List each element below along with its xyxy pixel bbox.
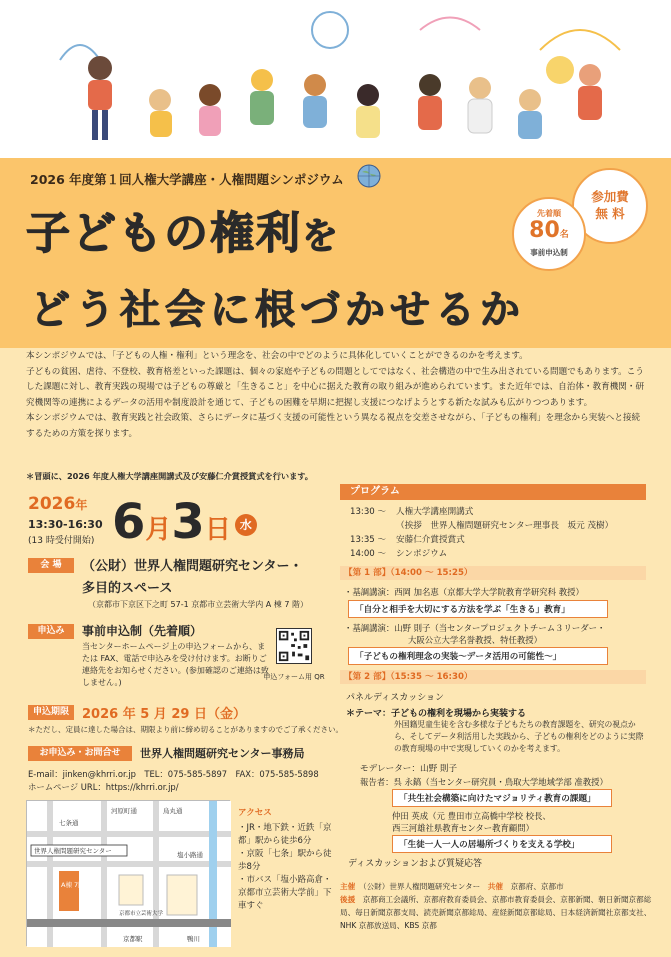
- apply-title: 事前申込制（先着順）: [82, 624, 203, 638]
- deadline-note: ＊ただし、定員に達した場合は、期限より前に締め切ることがありますのでご了承ください。: [28, 725, 343, 734]
- deadline-label: 申込期限: [28, 705, 74, 720]
- program-item: 安藤仁介賞授賞式: [396, 535, 465, 545]
- map-street-label: 七条通: [59, 819, 79, 827]
- host-label: 主催: [340, 882, 356, 891]
- qr-code[interactable]: [276, 628, 312, 664]
- lecture2-affiliation: 大阪公立大学名誉教授、特任教授）: [408, 635, 542, 645]
- map-drawing: [27, 801, 231, 947]
- map-center-label: 世界人権問題研究センター: [34, 847, 112, 855]
- map-river-label: 鴨川: [187, 935, 200, 943]
- venue-name-line1: （公財）世界人権問題研究センター・: [82, 559, 303, 574]
- reporter2-affiliation: 西三河雄社県教育センター教育顧問）: [392, 823, 535, 833]
- map-university-label: 京都市立芸術大学: [119, 911, 164, 917]
- lecture1-title: 「自分と相手を大切にする方法を学ぶ「生きる」教育」: [348, 600, 608, 618]
- part2-heading: 【第 2 部】（15:35 〜 16:30）: [340, 670, 646, 684]
- capacity-badge: [512, 197, 586, 271]
- capacity-number: [514, 219, 584, 247]
- intro-text: [26, 349, 648, 442]
- day-value: 3: [171, 494, 205, 550]
- venue-name-line2: 多目的スペース: [82, 581, 173, 596]
- capacity-top: 先着順: [537, 209, 561, 218]
- map-building-label: A棟 7階: [61, 881, 85, 889]
- month-suffix: 月: [145, 515, 172, 545]
- contact-label: お申込み・お問合せ: [28, 746, 132, 761]
- fee-label: 参加費: [591, 189, 629, 204]
- host-line: [340, 880, 660, 893]
- globe-icon: [356, 163, 382, 189]
- lecture2-title: 「子どもの権利理念の実装〜データ活用の可能性〜」: [348, 647, 608, 665]
- contact-details[interactable]: E-mail：jinken@khrri.or.jp TEL：075-585-5897 FAX：075-585-5898: [28, 769, 319, 779]
- intro-paragraph: 子どもの貧困、虐待、不登校、教育格差といった課題は、個々の家庭や子どもの問題としてではなく、社会構造の中で生み出されている問題でもあります。こうした課題に対し、教育実践の現場では子どもの尊厳と「生きること」を中心に据えた教育の取り組みが進められています。また近年では、自治体・教育機関・研究機関等の連携によるデータの活用や制度設計を通じて、子どもの困難を早期に把握し支援につなげようとする新たな試みも広がりつつあります。: [26, 366, 645, 408]
- venue-label: 会 場: [28, 558, 74, 573]
- map-station-label: 京都駅: [123, 935, 143, 943]
- program-time: 14:00 〜: [350, 549, 387, 559]
- map-street-label: 烏丸通: [163, 807, 183, 815]
- program-time: 13:35 〜: [350, 535, 387, 545]
- event-year: [28, 494, 87, 514]
- access-item: ・JR・地下鉄・近鉄「京都」駅から徒歩6分: [238, 823, 332, 846]
- access-item: ・市バス「塩小路高倉・京都市立芸術大学前」下車すぐ: [238, 875, 332, 911]
- reporter2: 仲田 英成（元 豊田市立高橋中学校 校長、: [392, 811, 551, 821]
- venue-address: （京都市下京区下之町 57-1 京都市立芸術大学内 A 棟 7 階）: [88, 600, 308, 609]
- intro-paragraph: 本シンポジウムでは、教育実践と社会政策、さらにデータに基づく支援の可能性という異なる視点を交差させながら、「子どもの権利」を理念から実装へと接続するための方策を探ります。: [26, 413, 641, 439]
- discussion: ディスカッションおよび質疑応答: [348, 859, 483, 869]
- access-list: [238, 822, 334, 913]
- reporter2-title: 「生徒一人一人の居場所づくりを支える学校」: [392, 835, 612, 853]
- weekday-badge: 水: [235, 514, 257, 536]
- access-map: [26, 800, 230, 946]
- program-time: 13:30 〜: [350, 507, 387, 517]
- year-suffix: 年: [75, 498, 88, 512]
- lecture1-speaker: ・基調講演：西岡 加名恵（京都大学大学院教育学研究科 教授）: [344, 587, 584, 597]
- fee-value: 無 料: [595, 206, 625, 221]
- day-suffix: 日: [204, 515, 231, 545]
- access-item: ・京阪「七条」駅から徒歩8分: [238, 849, 332, 872]
- event-subtitle: 2026 年度第１回人権大学講座・人権問題シンポジウム: [30, 172, 344, 187]
- event-date: [112, 494, 257, 550]
- title-main: 子どもの権利: [26, 208, 302, 259]
- support-value: 京都商工会議所、京都府教育委員会、京都市教育委員会、京都新聞、朝日新聞京都総局、毎日新聞京都支局、読売新聞京都総局、産経新聞京都総局、日本経済新聞社京都支社、NHK 京都放送局、KBS 京都: [340, 895, 652, 930]
- event-reception: (13 時受付開始): [28, 536, 95, 546]
- support-label: 後援: [340, 895, 356, 904]
- event-time: 13:30-16:30: [28, 518, 103, 531]
- program-item: シンポジウム: [396, 549, 448, 559]
- contact-org: 世界人権問題研究センター事務局: [140, 747, 305, 760]
- reporter1-title: 「共生社会構築に向けたマジョリティ教育の課題」: [392, 789, 612, 807]
- hero-illustration: [0, 0, 671, 160]
- main-title-line1: [26, 197, 340, 261]
- support-line: [340, 893, 660, 932]
- program-item: （挨拶 世界人権問題研究センター理事長 坂元 茂樹）: [396, 521, 614, 531]
- intro-paragraph: 本シンポジウムでは、「子どもの人権・権利」という理念を、社会の中でどのように具体化していくことができるのかを考えます。: [26, 351, 528, 361]
- opening-note: ＊冒頭に、2026 年度人権大学講座開講式及び安藤仁介賞授賞式を行います。: [26, 471, 313, 481]
- lecture2-speaker: ・基調講演：山野 則子（当センタープロジェクトチーム３リーダー・: [344, 623, 606, 633]
- map-street-label: 塩小路通: [177, 851, 203, 859]
- panel-label: パネルディスカッション: [346, 693, 445, 703]
- deadline-date: 2026 年 5 月 29 日（金）: [82, 707, 246, 722]
- program-item: 人権大学講座開講式: [396, 507, 474, 517]
- map-street-label: 河原町通: [111, 807, 137, 815]
- capacity-unit: 名: [559, 230, 569, 240]
- capacity-num: 80: [529, 218, 560, 243]
- part1-heading: 【第 1 部】（14:00 〜 15:25）: [340, 566, 646, 580]
- apply-text: 当センターホームページ上の申込フォームから、または FAX、電話で申込みを受け付けます。お断りご連絡先をお知らせください。(参加確認のご連絡は致しません。): [82, 642, 269, 687]
- host-value: （公財）世界人権問題研究センター: [362, 882, 481, 891]
- panel-theme: ＊テーマ：子どもの権利を現場から実装する: [346, 709, 527, 719]
- children-drawing-illustration: [0, 0, 671, 160]
- program-heading: プログラム: [340, 484, 646, 500]
- panel-theme-text: 外国籍児童生徒を含む多様な子どもたちの教育課題を、研究の視点から、そしてデータ利活用した実践から、子どもの権利をどのように実際の教育現場の中で実現していくのかを考えます。: [394, 720, 644, 753]
- year-value: 2026: [28, 494, 76, 514]
- apply-label: 申込み: [28, 624, 74, 639]
- month-value: 6: [112, 494, 146, 550]
- title-particle: を: [302, 216, 341, 257]
- reporter1: 報告者：呉 永鎬（当センター研究員・鳥取大学地域学部 准教授）: [360, 777, 608, 787]
- co-label: 共催: [487, 882, 503, 891]
- capacity-bottom: 事前申込制: [530, 248, 568, 257]
- sponsors: [340, 880, 660, 932]
- contact-website[interactable]: ホームページ URL：https://khrri.or.jp/: [28, 782, 179, 792]
- qr-label: 申込フォーム用 QR: [263, 673, 325, 681]
- main-title-line2: どう社会に根づかせるか: [30, 287, 525, 333]
- co-value: 京都府、京都市: [510, 882, 564, 891]
- access-heading: アクセス: [238, 808, 272, 818]
- moderator: モデレーター：山野 則子: [360, 764, 458, 774]
